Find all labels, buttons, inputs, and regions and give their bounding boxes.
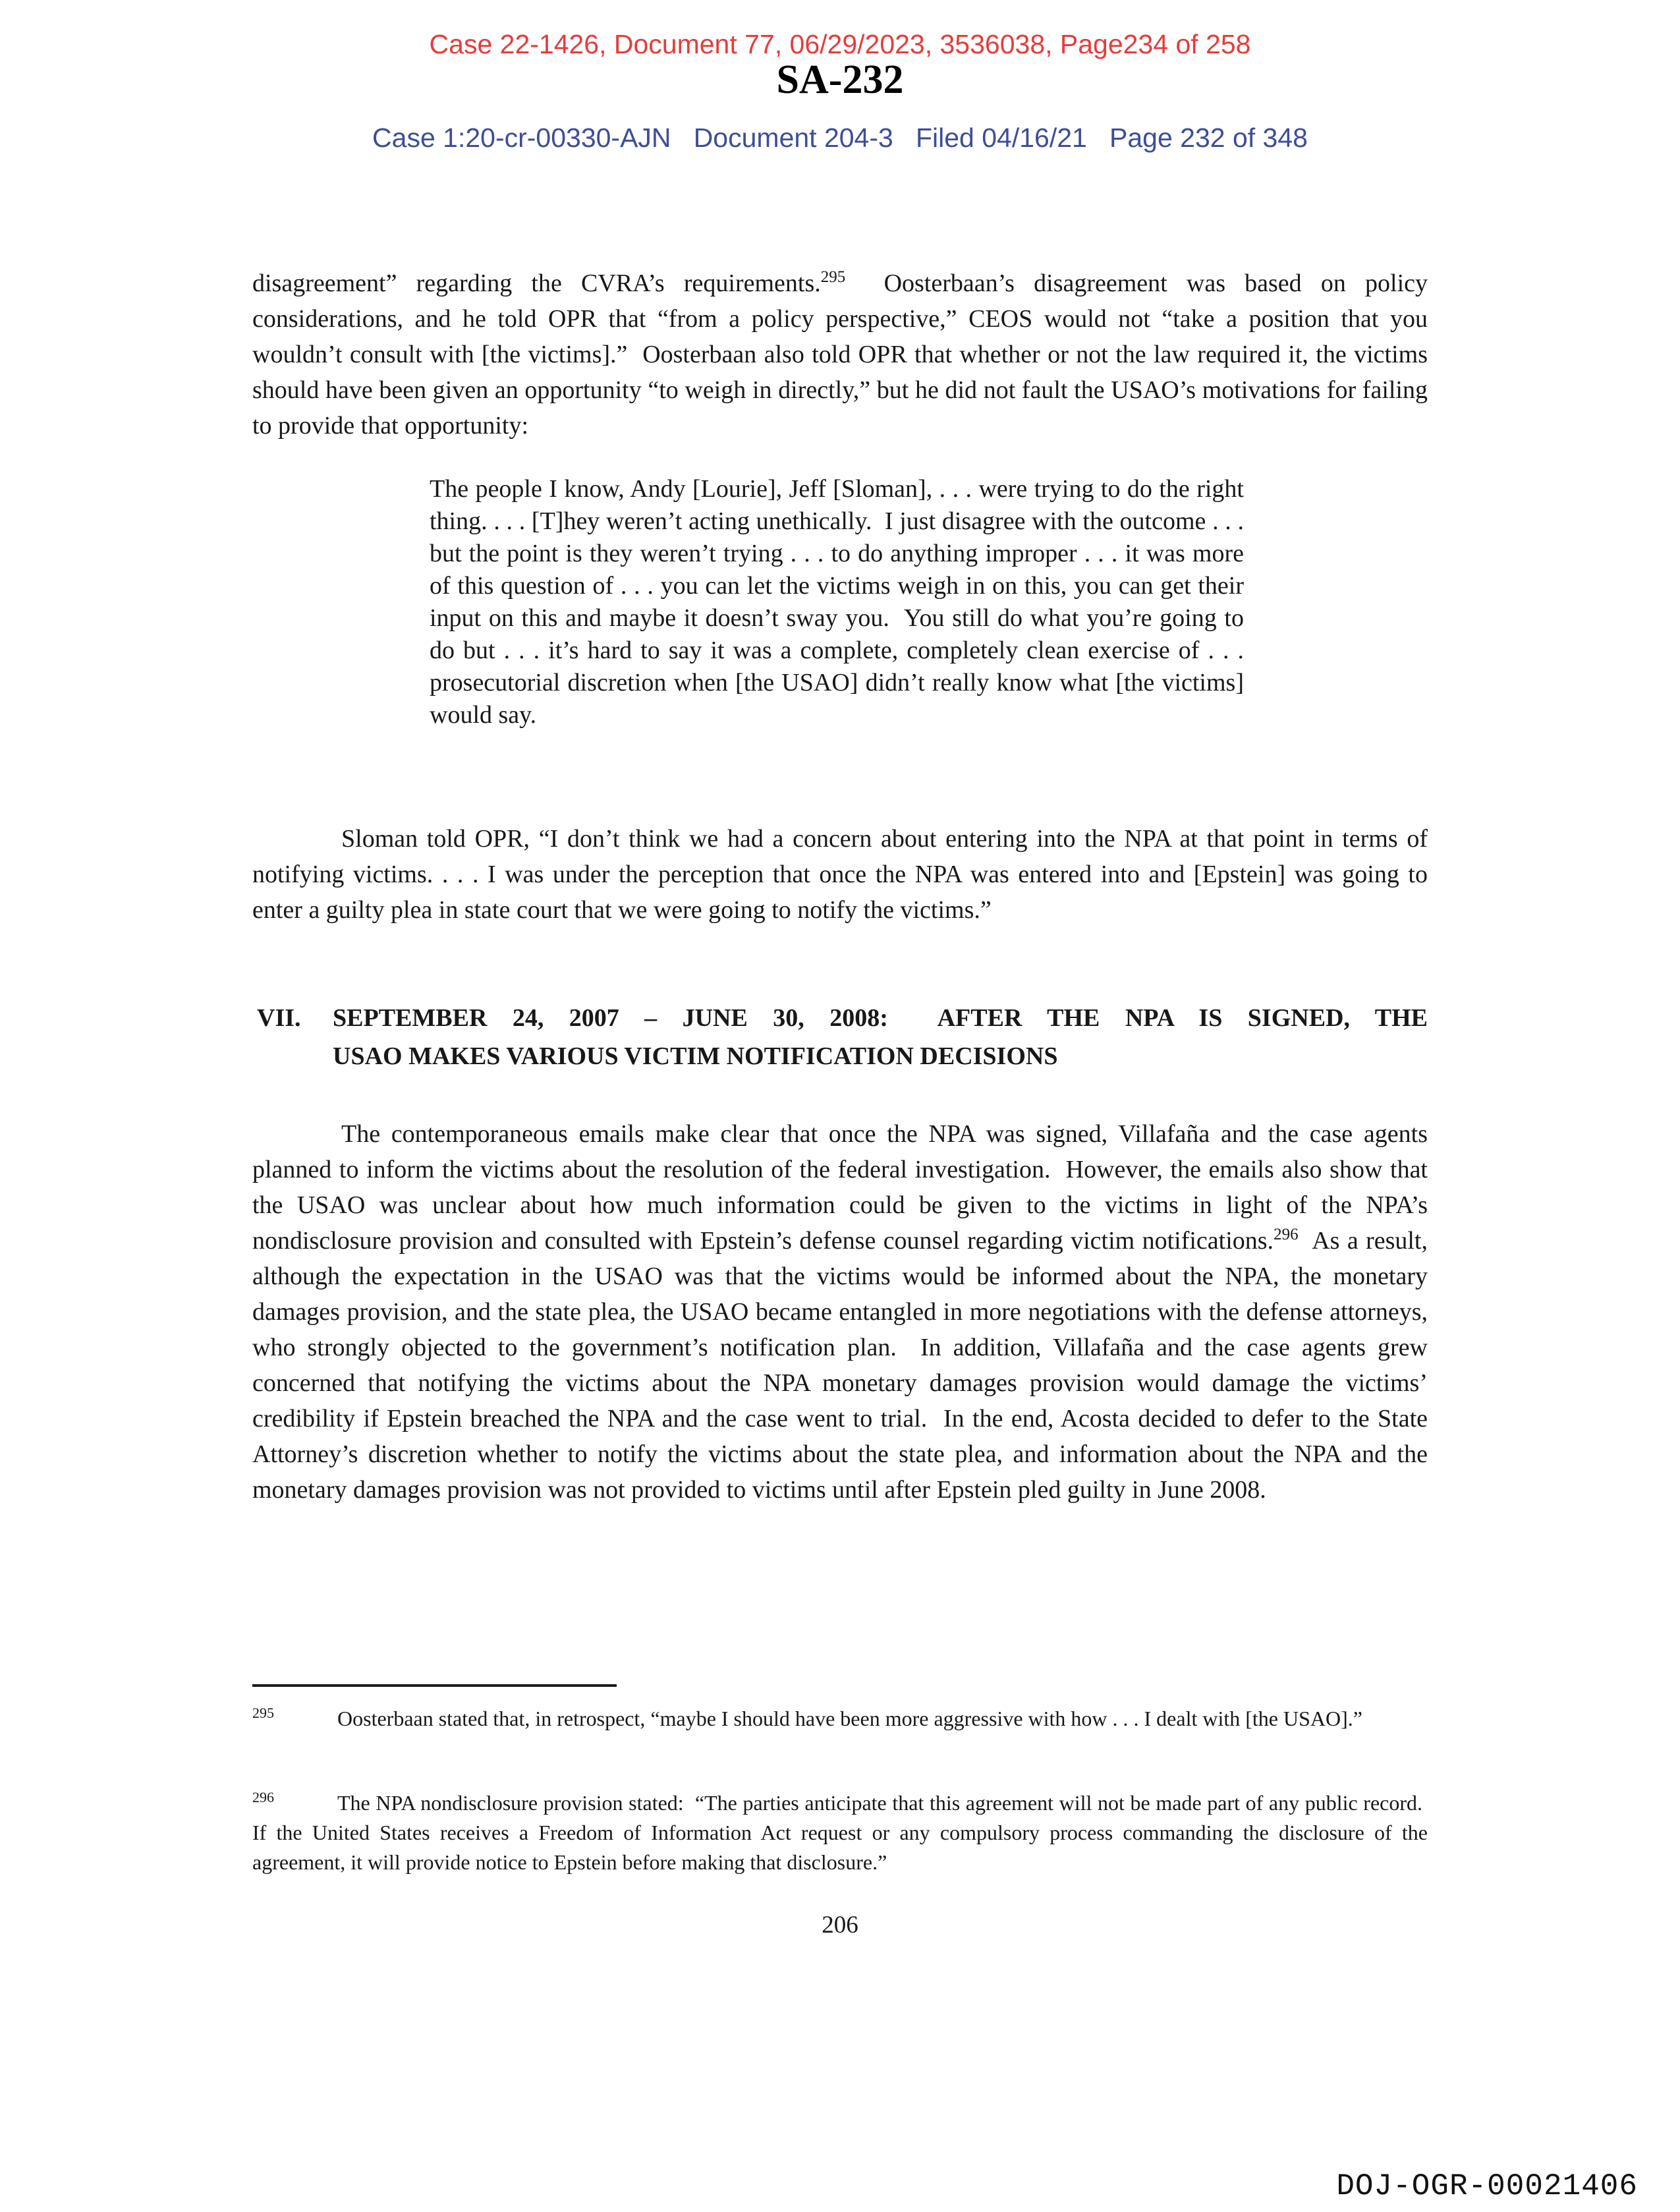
footnote-text: Oosterbaan stated that, in retrospect, “maybe I should have been more aggressive with how . . . I dealt with [the USAO].”	[337, 1707, 1362, 1730]
district-case-stamp: Case 1:20-cr-00330-AJN Document 204-3 Filed 04/16/21 Page 232 of 348	[372, 123, 1308, 153]
section-number: VII.	[257, 1004, 301, 1032]
supplemental-appendix-number: SA-232	[776, 57, 904, 102]
paragraph-text: The contemporaneous emails make clear that once the NPA was signed, Villafaña and the case agents planned to inform the victims about the resolution of the federal investigation. However, the emails also show that the USAO was unclear about how much information could be given to the victims in light of the NPA’s nondisclosure provision and consulted with Epstein’s defense counsel regarding victim notifications.	[252, 1120, 1428, 1255]
section-heading-line-2: USAO MAKES VARIOUS VICTIM NOTIFICATION DECISIONS	[333, 1042, 1058, 1070]
block-quote: The people I know, Andy [Lourie], Jeff [Sloman], . . . were trying to do the right thing. . . . [T]hey weren’t acting unethically. I just disagree with the outcome . . . but the point is they weren’t trying . . . to do anything improper . . . it was more of this question of . . . you can let the victims weigh in on this, you can get their input on this and maybe it doesn’t sway you. You still do what you’re going to do but . . . it’s hard to say it was a complete, completely clean exercise of . . . prosecutorial discretion when [the USAO] didn’t really know what [the victims] would say.	[430, 475, 1244, 729]
footnote-296	[252, 1788, 1428, 1877]
appellate-case-stamp: Case 22-1426, Document 77, 06/29/2023, 3536038, Page234 of 258	[429, 29, 1251, 59]
paragraph-main	[252, 1116, 1428, 1508]
footnote-reference-295: 295	[820, 268, 846, 286]
footnote-text: The NPA nondisclosure provision stated: “The parties anticipate that this agreement will not be made part of any public record. If the United States receives a Freedom of Information Act request or any compulsory process commanding the disclosure of the agreement, it will provide notice to Epstein before making that disclosure.”	[252, 1791, 1428, 1874]
footnote-marker-296: 296	[252, 1789, 274, 1805]
section-heading	[252, 999, 1428, 1075]
page-number: 206	[822, 1912, 858, 1939]
footnote-marker-295: 295	[252, 1705, 274, 1721]
footnote-reference-296: 296	[1274, 1226, 1299, 1243]
footnote-separator-rule	[252, 1684, 617, 1687]
paragraph-text: disagreement” regarding the CVRA’s requirements.	[252, 269, 821, 297]
section-heading-line-1: SEPTEMBER 24, 2007 – JUNE 30, 2008: AFTER THE NPA IS SIGNED, THE	[333, 1004, 1428, 1032]
section-heading-text	[333, 999, 1428, 1075]
paragraph-continuation	[252, 266, 1428, 443]
bates-number-stamp: DOJ-OGR-00021406	[1336, 2169, 1638, 2203]
paragraph-sloman: Sloman told OPR, “I don’t think we had a concern about entering into the NPA at that point in terms of notifying victims. . . . I was under the perception that once the NPA was entered into and [Epstein] was going to enter a guilty plea in state court that we were going to notify the victims.”	[252, 825, 1428, 924]
paragraph-text: Oosterbaan’s disagreement was based on policy considerations, and he told OPR that “from a policy perspective,” CEOS would not “take a position that you wouldn’t consult with [the victims].” Oosterbaan also told OPR that whether or not the law required it, the victims should have been given an opportunity “to weigh in directly,” but he did not fault the USAO’s motivations for failing to provide that opportunity:	[252, 269, 1428, 440]
footnote-295	[252, 1704, 1428, 1734]
paragraph-text: As a result, although the expectation in the USAO was that the victims would be informed about the NPA, the monetary damages provision, and the state plea, the USAO became entangled in more negotiations with the defense attorneys, who strongly objected to the government’s notification plan. In addition, Villafaña and the case agents grew concerned that notifying the victims about the NPA monetary damages provision would damage the victims’ credibility if Epstein breached the NPA and the case went to trial. In the end, Acosta decided to defer to the State Attorney’s discretion whether to notify the victims about the state plea, and information about the NPA and the monetary damages provision was not provided to victims until after Epstein pled guilty in June 2008.	[252, 1227, 1428, 1504]
